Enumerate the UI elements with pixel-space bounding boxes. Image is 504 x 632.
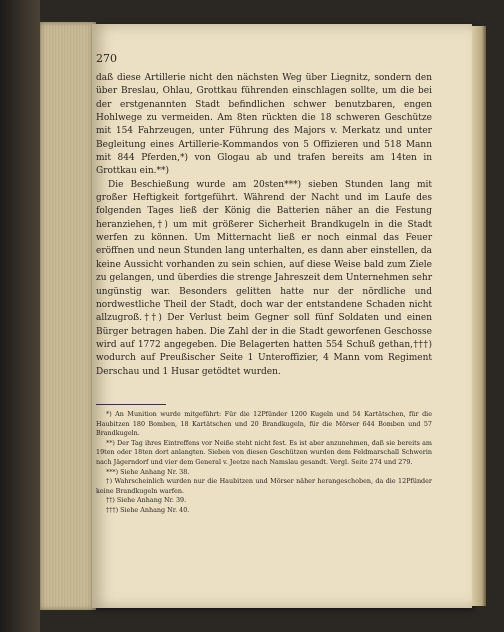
footnote: †) Wahrscheinlich wurden nur die Haubitzen und Mörser näher herangeschoben, da die 12Pfünder keine Brandkugeln warfen. xyxy=(96,477,432,495)
footnote: †††) Siehe Anhang Nr. 40. xyxy=(106,505,190,514)
footnote: *) An Munition wurde mitgeführt: Für die 12Pfünder 1200 Kugeln und 54 Kartätschen, für die Haubitzen 180 Bomben, 18 Kartätschen und 20 Brandkugeln, für die Mörser 644 Bomben und 57 Brandkugeln. xyxy=(96,410,432,438)
paragraph: Die Beschießung wurde am 20sten***) sieben Stunden lang mit großer Heftigkeit fortgeführt. Während der Nacht und im Laufe des folgenden Tages ließ der König die Batterien näher an die Festung heranziehen,†) um mit größerer Sicherheit Brandkugeln in die Stadt werfen zu können. Um Mitternacht ließ er noch einmal das Feuer eröffnen und neun Stunden lang unterhalten, es dann aber einstellen, da keine Aussicht vorhanden zu sein schien, auf diese Weise bald zum Ziele zu gelangen, und überdies die strenge Jahreszeit dem Unternehmen sehr ungünstig war. Besonders gelitten hatte nur der nördliche und nordwestliche Theil der Stadt, doch war der entstandene Schaden nicht allzugroß.††) Der Verlust beim Gegner soll fünf Soldaten und einen Bürger betragen haben. Die Zahl der in die Stadt geworfenen Geschosse wird auf 1772 angegeben. Die Belagerten hatten 554 Schuß gethan,†††) wodurch auf Preußischer Seite 1 Unteroffizier, 4 Mann vom Regiment Derschau und 1 Husar getödtet wurden. xyxy=(96,179,432,377)
paragraph: daß diese Artillerie nicht den nächsten Weg über Liegnitz, sondern den über Breslau, Ohlau, Grottkau führenden einschlagen sollte, um die bei der erstgenannten Stadt befindlichen schwer benutzbaren, engen Hohlwege zu vermeiden. Am 8ten rückten die 18 schweren Geschütze mit 154 Fahrzeugen, unter Führung des Majors v. Merkatz und unter Begleitung eines Artillerie-Kommandos von 5 Offizieren und 518 Mann mit 844 Pferden,*) von Glogau ab und trafen bereits am 14ten in Grottkau ein.**) xyxy=(96,73,432,177)
footnote-divider xyxy=(96,404,166,405)
main-text xyxy=(96,72,432,379)
page-right-edge xyxy=(472,26,486,606)
book-spine xyxy=(0,0,40,632)
footnote: ***) Siehe Anhang Nr. 38. xyxy=(106,467,190,476)
footnotes xyxy=(96,410,432,516)
footnote: **) Der Tag ihres Eintreffens vor Neiße steht nicht fest. Es ist aber anzunehmen, daß sie bereits am 19ten oder 18ten dort anlangten. Sieben von diesen Geschützen wurden dem Feldmarschall Schwerin nach Jägerndorf und vier dem General v. Jeetze nach Namslau gesandt. Vergl. Seite 274 und 279. xyxy=(96,438,432,466)
footnote: ††) Siehe Anhang Nr. 39. xyxy=(106,496,187,505)
page-edges xyxy=(40,22,96,610)
page-number: 270 xyxy=(96,52,117,65)
